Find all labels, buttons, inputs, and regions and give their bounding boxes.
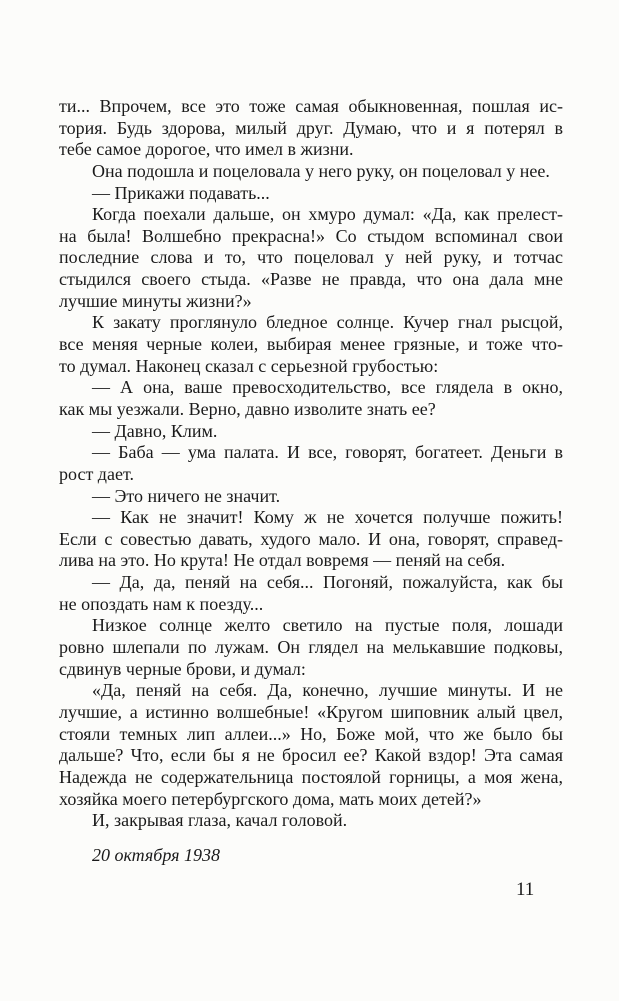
text-line: — Это ничего не значит. [92,485,281,506]
text-line: ти... Впрочем, все это тоже самая обыкновенная, пошлая ис- [59,96,563,116]
text-line: лучшие, а истинно волшебные! «Кругом шиповник алый цвел, [59,701,563,722]
text-line: Низкое солнце желто светило на пустые поля, лошади [92,615,563,636]
text-line: Надежда не содержательница постоялой горницы, а моя жена, [59,766,563,787]
text-line: — Да, да, пеняй на себя... Погоняй, пожалуйста, как бы [92,572,563,593]
page-number: 11 [516,879,535,900]
text-line: Она подошла и поцеловала у него руку, он поцеловал у нее. [92,160,550,181]
text-line: К закату проглянуло бледное солнце. Кучер гнал рысцой, [92,312,563,333]
text-line: все меняя черные колеи, выбирая менее грязные, и тоже что- [59,334,563,355]
text-line: как мы уезжали. Верно, давно изволите знать ее? [59,398,436,419]
text-line: Когда поехали дальше, он хмуро думал: «Да, как прелест- [92,204,563,225]
text-line: стояли темных лип аллеи...» Но, Боже мой, что же было бы [59,723,563,744]
text-line: лучшие минуты жизни?» [59,290,252,311]
text-line: ровно шлепали по лужам. Он глядел на мелькавшие подковы, [59,637,563,658]
text-line: сдвинув черные брови, и думал: [59,658,306,679]
text-line: тория. Будь здорова, милый друг. Думаю, что и я потерял в [59,117,563,138]
text-line: рост дает. [59,463,134,484]
text-line: лива на это. Но крута! Не отдал вовремя — пеняй на себя. [59,550,506,571]
text-line: — Баба — ума палата. И все, говорят, богатеет. Деньги в [92,442,563,463]
text-line: тебе самое дорогое, что имел в жизни. [59,139,354,160]
text-line: — Прикажи подавать... [92,182,270,203]
text-line: не опоздать нам к поезду... [59,593,264,614]
text-line: «Да, пеняй на себя. Да, конечно, лучшие минуты. И не [92,680,563,701]
text-line: дальше? Что, если бы я не бросил ее? Какой вздор! Эта самая [59,745,563,766]
text-line: последние слова и то, что поцеловал у ней руку, и тотчас [59,247,563,268]
text-line: И, закрывая глаза, качал головой. [92,810,348,831]
text-line: хозяйка моего петербургского дома, мать моих детей?» [59,788,482,809]
text-line: то думал. Наконец сказал с серьезной грубостью: [59,355,439,376]
text-line: стыдился своего стыда. «Разве не правда, что она дала мне [59,269,563,290]
text-line: на была! Волшебно прекрасна!» Со стыдом вспоминал свои [59,225,563,246]
body-text [59,96,563,832]
text-line: — А она, ваше превосходительство, все глядела в окно, [92,377,563,398]
text-line: — Как не значит! Кому ж не хочется получше пожить! [92,507,563,528]
text-line: — Давно, Клим. [92,420,218,441]
date-line: 20 октября 1938 [92,845,220,865]
text-line: Если с совестью давать, худого мало. И она, говорят, справед- [59,528,563,549]
